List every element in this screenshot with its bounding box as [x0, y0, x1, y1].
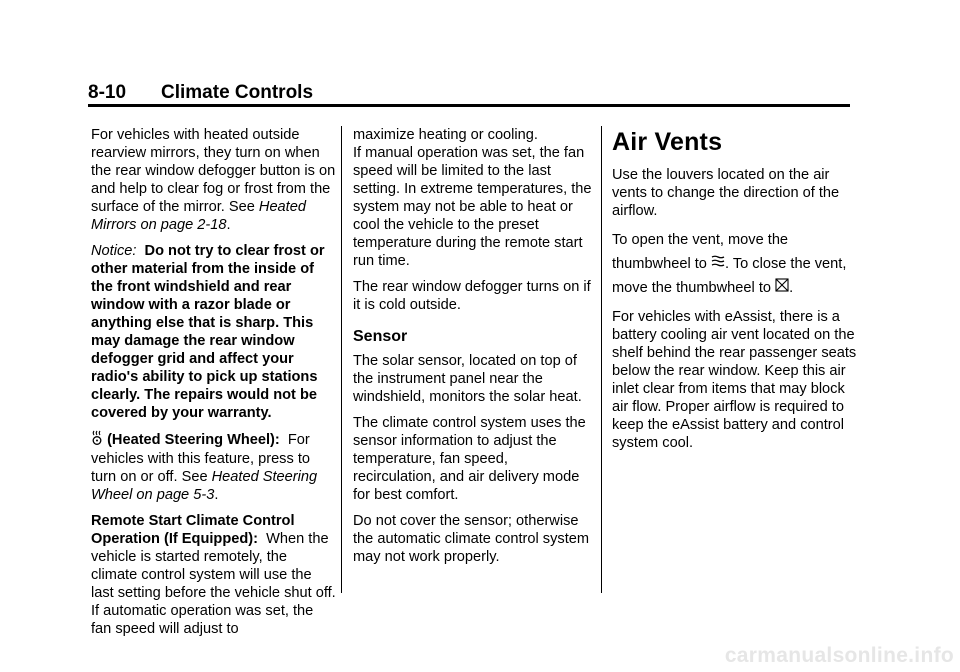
- column-divider-2: [601, 126, 602, 593]
- vent-open-icon: [711, 252, 725, 276]
- defogger-paragraph: The rear window defogger turns on if it is cold outside.: [353, 279, 591, 313]
- eassist-paragraph: For vehicles with eAssist, there is a battery cooling air vent located on the shelf behind the rear passenger seats below the rear window. Keep this air inlet clear from items that may block air flow. Proper airflow is required to keep the eAssist battery and control system cool.: [612, 309, 857, 452]
- manual-operation-paragraph: If manual operation was set, the fan speed will be limited to the last setting. In extreme temperatures, the system may not be able to heat or cool the vehicle to the preset temperature during the remote start run time.: [353, 145, 592, 269]
- column-1: [91, 126, 336, 646]
- vent-closed-icon: [775, 276, 789, 300]
- notice-label: Notice:: [91, 243, 137, 259]
- notice-text: Do not try to clear frost or other material from the inside of the front windshield and rear window with a razor blade or anything else that is sharp. This may damage the rear window defogger grid and affect your radio's ability to pick up stations clearly. The repairs would not be covered by your warranty.: [91, 243, 325, 421]
- heated-mirrors-link[interactable]: Heated Mirrors on page 2-18: [91, 199, 306, 233]
- page-number: 8-10: [88, 82, 127, 103]
- solar-sensor-paragraph: The solar sensor, located on top of the instrument panel near the windshield, monitors the solar heat.: [353, 353, 582, 405]
- remote-start-continued: maximize heating or cooling.: [353, 127, 538, 143]
- louvers-paragraph: Use the louvers located on the air vents to change the direction of the airflow.: [612, 167, 840, 219]
- chapter-title: Climate Controls: [161, 82, 314, 103]
- remote-start-paragraph: Remote Start Climate Control Operation (If Equipped): When the vehicle is started remotely, the climate control system will use the last setting before the vehicle shut off. If automatic operation was set, the fan speed will adjust to: [91, 513, 336, 637]
- heated-wheel-paragraph: (Heated Steering Wheel): For vehicles with this feature, press to turn on or off. See Heated Steering Wheel on page 5-3.: [91, 431, 318, 503]
- heated-wheel-label: (Heated Steering Wheel):: [107, 431, 280, 448]
- page-header: [88, 82, 850, 107]
- column-2: [353, 126, 593, 574]
- notice-paragraph: [91, 242, 336, 422]
- air-vents-heading: Air Vents: [612, 128, 723, 156]
- thumbwheel-paragraph: To open the vent, move the thumbwheel to . To close the vent, move the thumbwheel to .: [612, 228, 857, 300]
- heated-mirrors-paragraph: For vehicles with heated outside rearview mirrors, they turn on when the rear window defogger button is on and help to clear fog or frost from the surface of the mirror. See Heated Mirrors on page 2-18.: [91, 127, 336, 233]
- sensor-info-paragraph: The climate control system uses the sensor information to adjust the temperature, fan speed, recirculation, and air delivery mode for best comfort.: [353, 415, 586, 503]
- watermark: carmanualsonline.info: [724, 644, 954, 667]
- heated-steering-wheel-icon: [91, 430, 103, 450]
- column-divider-1: [341, 126, 342, 593]
- remote-start-label: Remote Start Climate Control Operation (If Equipped):: [91, 513, 295, 547]
- sensor-cover-paragraph: Do not cover the sensor; otherwise the automatic climate control system may not work properly.: [353, 513, 590, 565]
- heated-wheel-link[interactable]: Heated Steering Wheel on page 5-3: [91, 469, 318, 503]
- sensor-heading: Sensor: [353, 328, 408, 345]
- column-3: [612, 126, 857, 460]
